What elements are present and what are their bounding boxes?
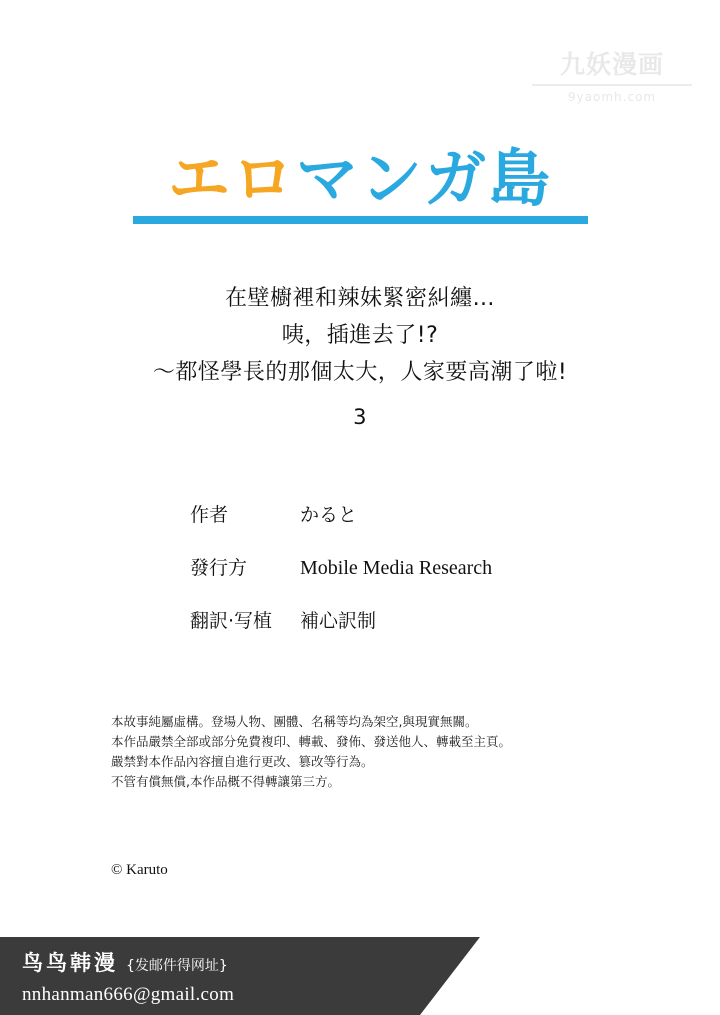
footer-note: {发邮件得网址} (126, 958, 228, 974)
credit-label-translation: 翻訳·写植 (190, 610, 273, 632)
credit-label-author: 作者 (190, 504, 229, 526)
title-line-1: 在壁櫥裡和辣妹緊密糾纏… (224, 286, 495, 311)
legal-line-1: 本故事純屬虛構。登場人物、團體、名稱等均為架空,與現實無關。 (111, 714, 478, 729)
credit-row-publisher (0, 553, 720, 580)
site-watermark (532, 50, 692, 104)
publisher-logo (0, 140, 720, 224)
copyright-notice: © Karuto (111, 862, 168, 878)
title-line-3: ～都怪學長的那個太大，人家要高潮了啦! (152, 360, 568, 385)
legal-line-4: 不管有償無償,本作品概不得轉讓第三方。 (111, 774, 340, 789)
title-line-2: 咦，插進去了!? (281, 323, 439, 348)
logo-segment-1: エロ (167, 142, 296, 215)
footer-brand-row (22, 947, 234, 977)
credit-value-author: かると (300, 504, 358, 526)
logo-segment-2: マンガ (295, 142, 488, 215)
legal-line-3: 嚴禁對本作品內容擅自進行更改、篡改等行為。 (111, 754, 374, 769)
watermark-divider (532, 84, 692, 86)
credits-block (0, 500, 720, 659)
footer-email[interactable]: nnhanman666@gmail.com (22, 984, 235, 1005)
work-title (0, 280, 720, 436)
footer-brand: 鸟鸟韩漫 (22, 951, 118, 975)
watermark-title: 九妖漫画 (559, 50, 664, 79)
credit-label-publisher: 發行方 (190, 557, 248, 579)
footer-bar (0, 937, 720, 1015)
credit-value-translation: 補心訳制 (300, 610, 377, 632)
legal-notice (111, 712, 631, 792)
watermark-subtitle: 9yaomh.com (567, 90, 657, 104)
logo-text (168, 140, 552, 218)
credit-row-author (0, 500, 720, 527)
title-volume-number: 3 (353, 405, 367, 429)
footer-content (22, 947, 234, 1006)
logo-segment-3: 島 (488, 142, 553, 215)
legal-line-2: 本作品嚴禁全部或部分免費複印、轉載、發佈、發送他人、轉載至主頁。 (111, 734, 512, 749)
credit-row-translation (0, 606, 720, 633)
credit-value-publisher: Mobile Media Research (300, 557, 493, 579)
